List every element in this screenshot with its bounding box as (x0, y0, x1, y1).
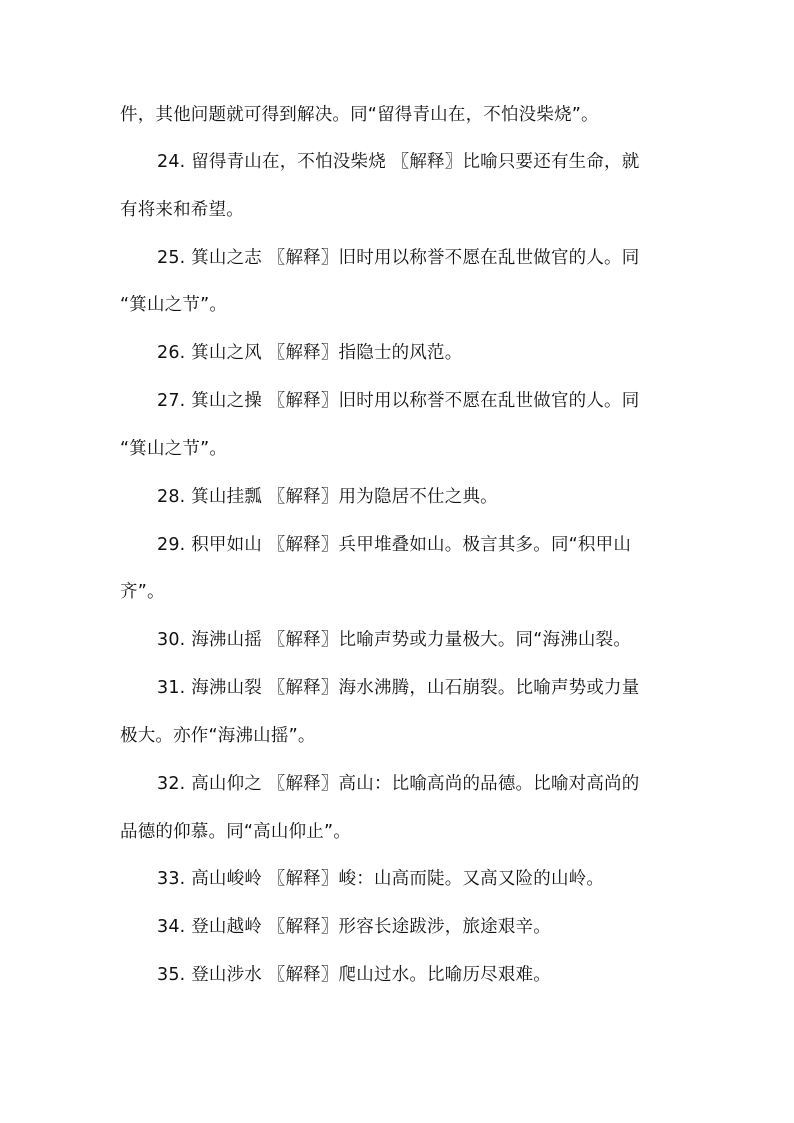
entry-30-line-1: 30. 海沸山摇 〖解释〗比喻声势或力量极大。同“海沸山裂。 (157, 630, 632, 650)
entry-24-line-2: 有将来和希望。 (120, 200, 244, 220)
entry-27-line-1: 27. 箕山之操 〖解释〗旧时用以称誉不愿在乱世做官的人。同 (157, 391, 640, 411)
entry-25-line-2: “箕山之节”。 (120, 295, 228, 315)
entry-28-line-1: 28. 箕山挂瓢 〖解释〗用为隐居不仕之典。 (157, 487, 498, 507)
entry-33-line-1: 33. 高山峻岭 〖解释〗峻：山高而陡。又高又险的山岭。 (157, 869, 605, 889)
entry-32-line-2: 品德的仰慕。同“高山仰止”。 (120, 822, 351, 842)
entry-32-line-1: 32. 高山仰之 〖解释〗高山：比喻高尚的品德。比喻对高尚的 (157, 774, 640, 794)
text-line-1: 件，其他问题就可得到解决。同“留得青山在，不怕没柴烧”。 (120, 105, 599, 125)
entry-34-line-1: 34. 登山越岭 〖解释〗形容长途跋涉，旅途艰辛。 (157, 917, 551, 937)
entry-29-line-1: 29. 积甲如山 〖解释〗兵甲堆叠如山。极言其多。同“积甲山 (157, 535, 632, 555)
entry-31-line-1: 31. 海沸山裂 〖解释〗海水沸腾，山石崩裂。比喻声势或力量 (157, 678, 640, 698)
entry-25-line-1: 25. 箕山之志 〖解释〗旧时用以称誉不愿在乱世做官的人。同 (157, 248, 640, 268)
entry-31-line-2: 极大。亦作“海沸山摇”。 (120, 726, 316, 746)
entry-24-line-1: 24. 留得青山在，不怕没柴烧 〖解释〗比喻只要还有生命，就 (157, 152, 640, 172)
entry-26-line-1: 26. 箕山之风 〖解释〗指隐士的风范。 (157, 343, 463, 363)
entry-27-line-2: “箕山之节”。 (120, 439, 228, 459)
entry-29-line-2: 齐”。 (120, 582, 165, 602)
entry-35-line-1: 35. 登山涉水 〖解释〗爬山过水。比喻历尽艰难。 (157, 965, 551, 985)
